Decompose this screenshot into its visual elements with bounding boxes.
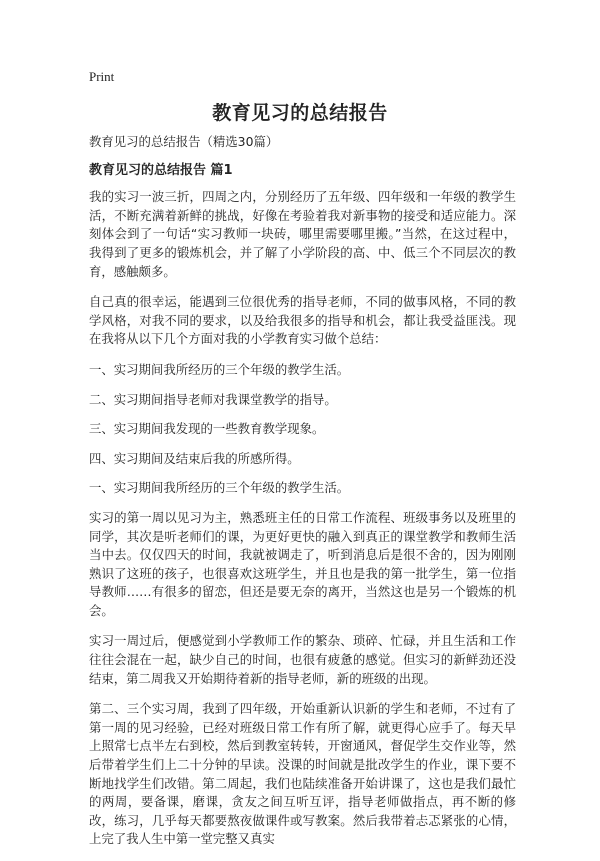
- section-heading: 教育见习的总结报告 篇1: [89, 162, 233, 178]
- document-subtitle: 教育见习的总结报告（精选30篇）: [89, 134, 279, 149]
- print-link[interactable]: Print: [89, 69, 115, 84]
- paragraph: 第二、三个实习周，我到了四年级，开始重新认识新的学生和老师，不过有了第一周的见习经验，已经对班级日常工作有所了解，就更得心应手了。每天早上照常七点半左右到校，然后到教室转转，开窗通风，督促学生交作业等，然后带着学生们上二十分钟的早读。没课的时间就是批改学生的作业，课下要不断地找学生们改错。第二周起，我们也陆续准备开始讲课了，这也是我们最忙的两周，要备课，磨课，贪友之间互听互评，指导老师做指点，再不断的修改，练习，几乎每天都要熬夜做课件或写教案。然后我带着忐忑紧张的心情，上完了我人生中第一堂完整又真实: [89, 701, 516, 847]
- paragraph: 实习一周过后，便感觉到小学教师工作的繁杂、琐碎、忙碌，并且生活和工作往往会混在一起，缺少自己的时间，也很有疲惫的感觉。但实习的新鲜劲还没结束，第二周我又开始期待着新的指导老师，新的班级的出现。: [89, 633, 516, 686]
- paragraph: 我的实习一波三折，四周之内，分别经历了五年级、四年级和一年级的教学生活，不断充满着新鲜的挑战，好像在考验着我对新事物的接受和适应能力。深刻体会到了一句话“实习教师一块砖，哪里需要哪里搬。”当然，在这过程中，我得到了更多的锻炼机会，并了解了小学阶段的高、中、低三个不同层次的教育，感触颇多。: [89, 189, 516, 279]
- paragraph: 自己真的很幸运，能遇到三位很优秀的指导老师，不同的做事风格，不同的教学风格，对我不同的要求，以及给我很多的指导和机会，都让我受益匪浅。现在我将从以下几个方面对我的小学教育实习做个总结：: [89, 294, 516, 347]
- section-subheading: 一、实习期间我所经历的三个年级的教学生活。: [89, 480, 350, 496]
- outline-item: 四、实习期间及结束后我的所感所得。: [89, 450, 300, 466]
- page-title: 教育见习的总结报告: [212, 102, 388, 124]
- outline-item: 一、实习期间我所经历的三个年级的教学生活。: [89, 361, 350, 377]
- paragraph: 实习的第一周以见习为主，熟悉班主任的日常工作流程、班级事务以及班里的同学，其次是听老师们的课，为更好更快的融入到真正的课堂教学和教师生活当中去。仅仅四天的时间，我就被调走了，听到消息后是很不舍的，因为刚刚熟识了这班的孩子，也很喜欢这班学生，并且也是我的第一批学生，第一位指导教师……有很多的留恋，但还是要无奈的离开，当然这也是另一个锻炼的机会。: [89, 509, 516, 618]
- outline-item: 三、实习期间我发现的一些教育教学现象。: [89, 421, 325, 437]
- document-body: [89, 133, 516, 861]
- outline-item: 二、实习期间指导老师对我课堂教学的指导。: [89, 391, 337, 407]
